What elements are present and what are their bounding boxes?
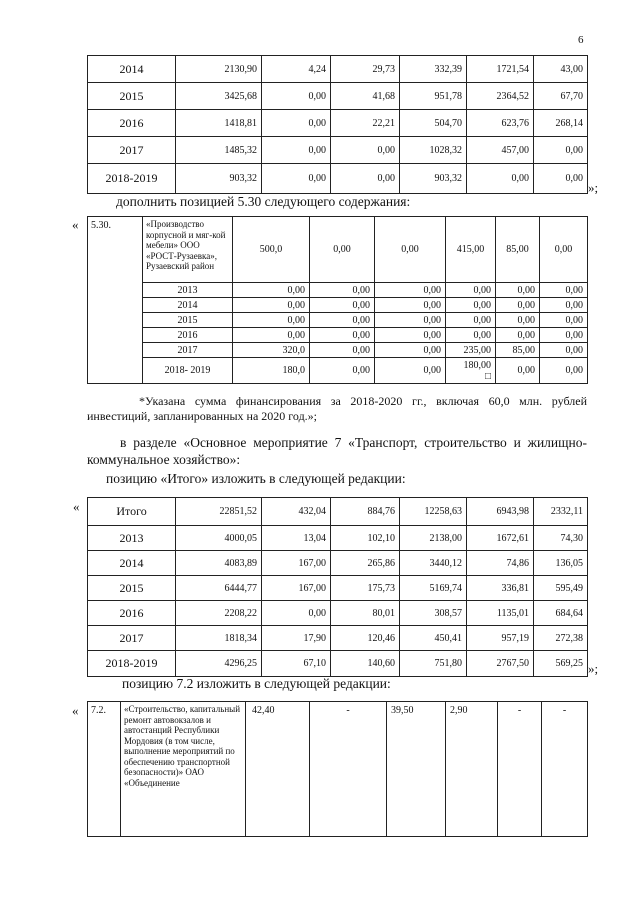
table-position-530	[87, 216, 588, 384]
table-row: 2015 6444,77 167,00 175,73 5169,74 336,81 595,49	[88, 576, 588, 601]
table-itogo	[87, 497, 588, 677]
table-row: 2016 0,00 0,00 0,00 0,00 0,00 0,00	[88, 328, 588, 343]
paragraph-section-7: в разделе «Основное мероприятие 7 «Транспорт, строительство и жилищно-коммунальное хозяйство»:	[87, 435, 587, 467]
table-row: 2018-2019 903,32 0,00 0,00 903,32 0,00 0,00	[88, 164, 588, 194]
table-row: 2015 0,00 0,00 0,00 0,00 0,00 0,00	[88, 313, 588, 328]
footnote-text: *Указана сумма финансирования за 2018-2020 гг., включая 60,0 млн. рублей инвестиций, запланированных на 2020 год.»;	[87, 394, 587, 423]
table-row: 5.30. «Производство корпусной и мяг-кой мебели» ООО «РОСТ-Рузаевка», Рузаевский район 500,0 0,00 0,00 415,00 85,00 0,00	[88, 217, 588, 283]
table-row: 2016 2208,22 0,00 80,01 308,57 1135,01 684,64	[88, 601, 588, 626]
table-row: 2017 1818,34 17,90 120,46 450,41 957,19 272,38	[88, 626, 588, 651]
table-row: 7.2. «Строительство, капитальный ремонт автовокзалов и автостанций Республики Мордовия (в том числе, выполнение мероприятий по обеспечению транспортной безопасности)» ОАО «Объединение 42,40 - 39,50 2,90 - -	[88, 702, 588, 837]
table-row: 2017 320,0 0,00 0,00 235,00 85,00 0,00	[88, 343, 588, 358]
table-row: 2014 0,00 0,00 0,00 0,00 0,00 0,00	[88, 298, 588, 313]
table-position-72	[87, 701, 588, 837]
table-row: Итого 22851,52 432,04 884,76 12258,63 6943,98 2332,11	[88, 498, 588, 526]
table-row: 2014 2130,90 4,24 29,73 332,39 1721,54 43,00	[88, 56, 588, 83]
table-row: 2017 1485,32 0,00 0,00 1028,32 457,00 0,00	[88, 137, 588, 164]
close-quote-mark: »;	[588, 661, 599, 676]
paragraph-itogo: позицию «Итого» изложить в следующей редакции:	[106, 471, 406, 486]
footnote-mark: □	[484, 370, 491, 382]
paragraph-72: позицию 7.2 изложить в следующей редакции:	[122, 676, 391, 691]
close-quote-mark: »;	[588, 180, 599, 195]
table-row: 2015 3425,68 0,00 41,68 951,78 2364,52 67,70	[88, 83, 588, 110]
table-row: 2013 0,00 0,00 0,00 0,00 0,00 0,00	[88, 283, 588, 298]
open-quote-mark: «	[72, 703, 79, 718]
table-row: 2016 1418,81 0,00 22,21 504,70 623,76 268,14	[88, 110, 588, 137]
page-number: 6	[578, 34, 584, 46]
table-row: 2013 4000,05 13,04 102,10 2138,00 1672,61 74,30	[88, 526, 588, 551]
open-quote-mark: «	[73, 499, 80, 514]
paragraph-add-position: дополнить позицией 5.30 следующего содержания:	[116, 194, 411, 209]
table-row: 2018-2019 4296,25 67,10 140,60 751,80 2767,50 569,25	[88, 651, 588, 677]
open-quote-mark: «	[72, 217, 79, 232]
table-row: 2018- 2019 180,0 0,00 0,00 180,00 □ 0,00 0,00	[88, 358, 588, 384]
table-row: 2014 4083,89 167,00 265,86 3440,12 74,86 136,05	[88, 551, 588, 576]
table-top	[87, 55, 588, 194]
